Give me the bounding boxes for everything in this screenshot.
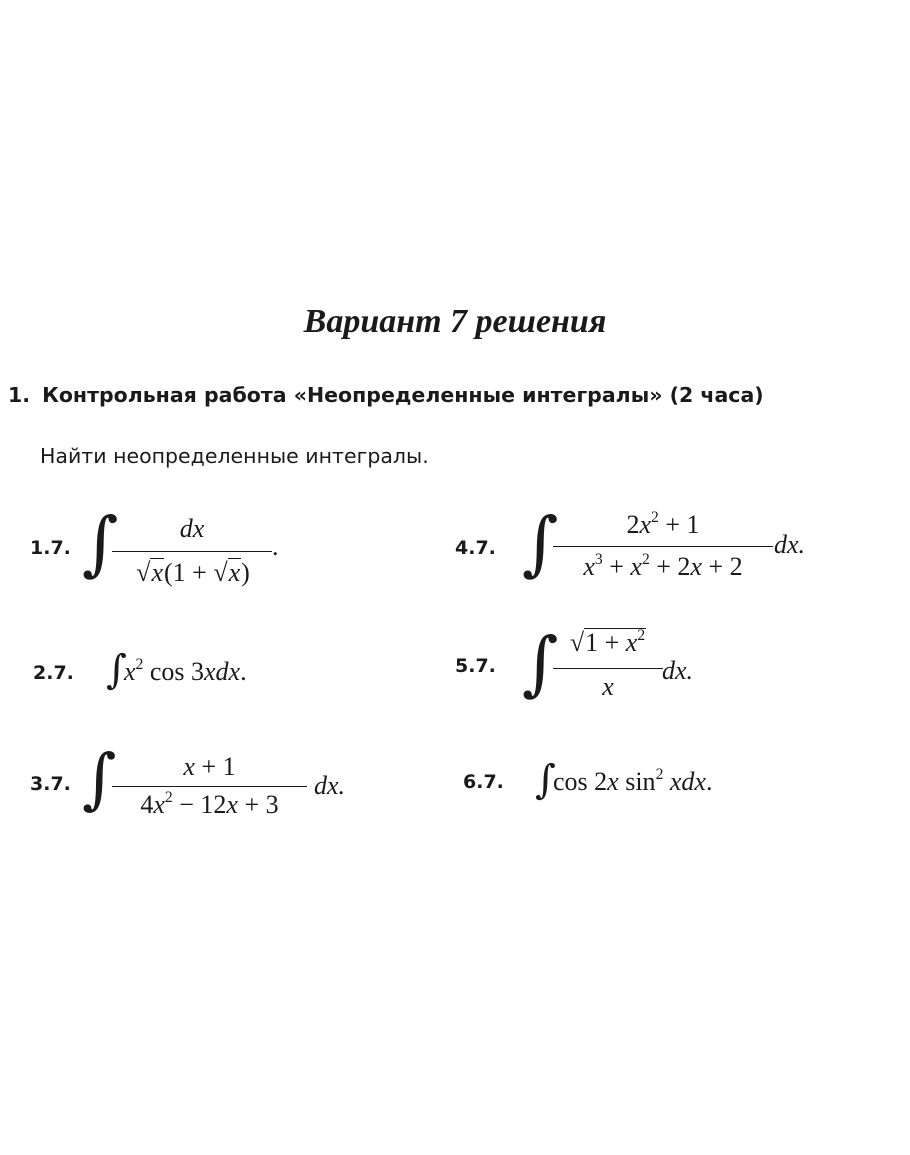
problem-tail: dx. [314, 771, 346, 800]
instruction: Найти неопределенные интегралы. [40, 444, 429, 468]
fraction-denominator: x [602, 672, 614, 701]
fraction-numerator: dx [179, 514, 205, 543]
integral-sign: ∫ [82, 502, 119, 584]
problem-label: 5.7. [455, 655, 496, 677]
section-heading [8, 383, 764, 407]
integral-sign: ∫ [535, 757, 556, 803]
fraction-bar [553, 546, 773, 547]
problem-tail: . [272, 532, 279, 561]
page-title: Вариант 7 решения [303, 303, 607, 340]
section-text: Контрольная работа «Неопределенные интегралы» (2 часа) [42, 383, 764, 407]
problem-label: 3.7. [30, 773, 71, 795]
fraction-denominator: $x^3 + x^2 + 2x + 2$ [583, 551, 743, 581]
problem-label: 1.7. [30, 537, 71, 559]
fraction-denominator: √x(1 + √x) [136, 558, 250, 587]
problem-label: 2.7. [33, 662, 74, 684]
fraction-bar [553, 668, 663, 669]
problem-tail: dx. [774, 530, 806, 559]
fraction-numerator: $√1 + x^2$ [569, 627, 646, 657]
integral-sign: ∫ [522, 502, 559, 584]
integral-sign: ∫ [522, 622, 559, 704]
problem-tail: dx. [662, 656, 694, 685]
problem-expression: cos 2x $\sin^2$ xdx. [553, 766, 713, 796]
integral-sign: ∫ [82, 740, 117, 817]
fraction-bar [112, 786, 307, 787]
problem-label: 6.7. [463, 771, 504, 793]
section-number: 1. [8, 383, 31, 407]
fraction-numerator: x + 1 [183, 752, 236, 781]
fraction-numerator: $2x^2 + 1$ [626, 509, 700, 539]
integral-sign: ∫ [106, 647, 127, 693]
problem-expression: $x^2$ cos 3xdx. [124, 656, 247, 686]
fraction-bar [112, 551, 272, 552]
fraction-denominator: $4x^2 - 12x + 3$ [140, 789, 279, 819]
problem-label: 4.7. [455, 537, 496, 559]
